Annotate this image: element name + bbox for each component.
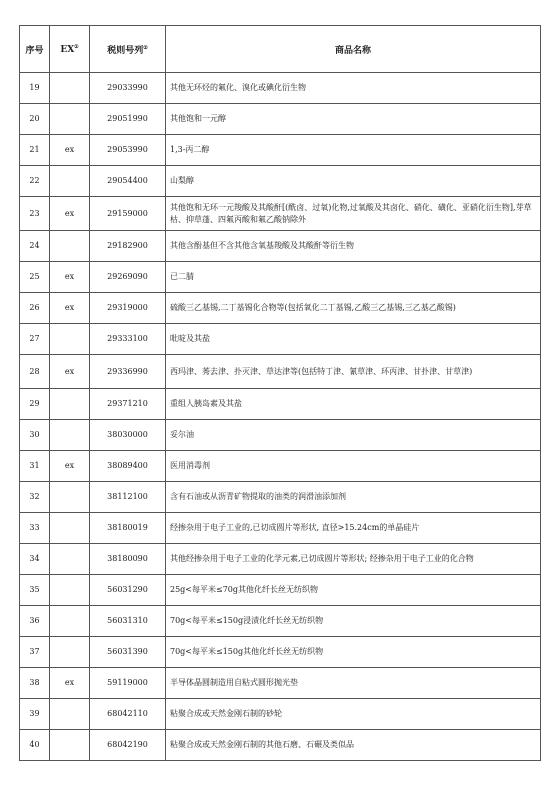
row-serial-number: 21 xyxy=(20,135,50,166)
row-tariff-code: 29159000 xyxy=(90,197,166,231)
table-row xyxy=(20,166,541,197)
row-ex-mark xyxy=(50,544,90,575)
row-product-name: 重组人胰岛素及其盐 xyxy=(166,389,541,420)
row-ex-mark xyxy=(50,699,90,730)
table-row xyxy=(20,262,541,293)
row-tariff-code: 38180019 xyxy=(90,513,166,544)
table-row xyxy=(20,389,541,420)
row-tariff-code: 56031390 xyxy=(90,637,166,668)
row-product-name: 25g<每平米≤70g其他化纤长丝无纺织物 xyxy=(166,575,541,606)
row-product-name: 其他饱和一元醇 xyxy=(166,104,541,135)
row-serial-number: 34 xyxy=(20,544,50,575)
row-tariff-code: 29051990 xyxy=(90,104,166,135)
row-ex-mark xyxy=(50,73,90,104)
row-serial-number: 40 xyxy=(20,730,50,761)
row-tariff-code: 29033990 xyxy=(90,73,166,104)
row-tariff-code: 29053990 xyxy=(90,135,166,166)
header-product-name: 商品名称 xyxy=(166,26,541,73)
row-ex-mark xyxy=(50,231,90,262)
table-row xyxy=(20,324,541,355)
table-row xyxy=(20,197,541,231)
row-product-name: 医用消毒剂 xyxy=(166,451,541,482)
table-row xyxy=(20,420,541,451)
row-product-name: 其他经掺杂用于电子工业的化学元素,已切成圆片等形状; 经掺杂用于电子工业的化合物 xyxy=(166,544,541,575)
row-product-name: 粘聚合成或天然金刚石制的砂轮 xyxy=(166,699,541,730)
row-product-name: 半导体晶圆制造用自粘式圆形抛光垫 xyxy=(166,668,541,699)
row-serial-number: 25 xyxy=(20,262,50,293)
tariff-table-page xyxy=(19,25,540,761)
tariff-table xyxy=(19,25,541,761)
row-ex-mark xyxy=(50,104,90,135)
row-serial-number: 26 xyxy=(20,293,50,324)
row-tariff-code: 68042190 xyxy=(90,730,166,761)
row-tariff-code: 38112100 xyxy=(90,482,166,513)
row-tariff-code: 29371210 xyxy=(90,389,166,420)
row-serial-number: 32 xyxy=(20,482,50,513)
table-row xyxy=(20,293,541,324)
row-product-name: 70g<每平米≤150g其他化纤长丝无纺织物 xyxy=(166,637,541,668)
table-row xyxy=(20,637,541,668)
row-ex-mark: ex xyxy=(50,668,90,699)
table-row xyxy=(20,606,541,637)
table-body xyxy=(20,73,541,761)
row-tariff-code: 29333100 xyxy=(90,324,166,355)
row-serial-number: 29 xyxy=(20,389,50,420)
row-tariff-code: 38180090 xyxy=(90,544,166,575)
table-row xyxy=(20,355,541,389)
row-ex-mark xyxy=(50,389,90,420)
row-product-name: 其他含酚基但不含其他含氧基羧酸及其酸酐等衍生物 xyxy=(166,231,541,262)
row-product-name: 经掺杂用于电子工业的,已切成圆片等形状, 直径>15.24cm的单晶硅片 xyxy=(166,513,541,544)
row-serial-number: 22 xyxy=(20,166,50,197)
row-tariff-code: 29319000 xyxy=(90,293,166,324)
row-product-name: 含有石油或从沥青矿物提取的油类的润滑油添加剂 xyxy=(166,482,541,513)
table-row xyxy=(20,513,541,544)
row-ex-mark: ex xyxy=(50,135,90,166)
row-ex-mark xyxy=(50,324,90,355)
row-tariff-code: 29336990 xyxy=(90,355,166,389)
row-serial-number: 28 xyxy=(20,355,50,389)
table-row xyxy=(20,104,541,135)
row-tariff-code: 38089400 xyxy=(90,451,166,482)
table-row xyxy=(20,451,541,482)
header-ex: EX① xyxy=(50,26,90,73)
table-row xyxy=(20,730,541,761)
row-ex-mark xyxy=(50,482,90,513)
header-tariff-code: 税则号列② xyxy=(90,26,166,73)
row-product-name: 70g<每平米≤150g浸渍化纤长丝无纺织物 xyxy=(166,606,541,637)
table-row xyxy=(20,544,541,575)
row-ex-mark xyxy=(50,575,90,606)
row-ex-mark: ex xyxy=(50,355,90,389)
row-ex-mark: ex xyxy=(50,262,90,293)
table-header-row xyxy=(20,26,541,73)
row-serial-number: 36 xyxy=(20,606,50,637)
row-tariff-code: 68042110 xyxy=(90,699,166,730)
row-serial-number: 38 xyxy=(20,668,50,699)
row-product-name: 西玛津、莠去津、扑灭津、草达津等(包括特丁津、氰草津、环丙津、甘扑津、甘草津) xyxy=(166,355,541,389)
row-ex-mark xyxy=(50,513,90,544)
row-ex-mark xyxy=(50,606,90,637)
row-ex-mark xyxy=(50,166,90,197)
table-row xyxy=(20,482,541,513)
row-product-name: 已二腈 xyxy=(166,262,541,293)
row-product-name: 其他饱和无环一元羧酸及其酸酐[(酰卤、过氧)化物,过氧酸及其卤化、硝化、磺化、亚硝化衍生物],芽草枯、抑草蓬、四氟丙酸和氟乙酸钠除外 xyxy=(166,197,541,231)
row-serial-number: 37 xyxy=(20,637,50,668)
header-serial-number: 序号 xyxy=(20,26,50,73)
row-tariff-code: 59119000 xyxy=(90,668,166,699)
table-row xyxy=(20,135,541,166)
table-row xyxy=(20,668,541,699)
row-serial-number: 24 xyxy=(20,231,50,262)
row-serial-number: 33 xyxy=(20,513,50,544)
row-serial-number: 23 xyxy=(20,197,50,231)
table-row xyxy=(20,73,541,104)
row-product-name: 山梨醇 xyxy=(166,166,541,197)
row-product-name: 粘聚合成或天然金刚石制的其他石磨、石碾及类似品 xyxy=(166,730,541,761)
table-row xyxy=(20,699,541,730)
row-ex-mark xyxy=(50,637,90,668)
row-tariff-code: 38030000 xyxy=(90,420,166,451)
row-product-name: 1,3-丙二醇 xyxy=(166,135,541,166)
row-tariff-code: 56031310 xyxy=(90,606,166,637)
table-row xyxy=(20,231,541,262)
row-serial-number: 20 xyxy=(20,104,50,135)
row-serial-number: 27 xyxy=(20,324,50,355)
row-tariff-code: 29182900 xyxy=(90,231,166,262)
row-serial-number: 30 xyxy=(20,420,50,451)
table-row xyxy=(20,575,541,606)
row-serial-number: 31 xyxy=(20,451,50,482)
row-ex-mark: ex xyxy=(50,197,90,231)
row-ex-mark: ex xyxy=(50,293,90,324)
row-product-name: 吡啶及其盐 xyxy=(166,324,541,355)
row-tariff-code: 29054400 xyxy=(90,166,166,197)
row-tariff-code: 29269090 xyxy=(90,262,166,293)
row-serial-number: 35 xyxy=(20,575,50,606)
row-product-name: 其他无环烃的氟化、溴化或碘化衍生物 xyxy=(166,73,541,104)
row-product-name: 硫酸三乙基锡,二丁基锡化合物等(包括氧化二丁基锡,乙酸三乙基锡,三乙基乙酸锡) xyxy=(166,293,541,324)
row-ex-mark: ex xyxy=(50,451,90,482)
row-tariff-code: 56031290 xyxy=(90,575,166,606)
row-product-name: 妥尔油 xyxy=(166,420,541,451)
row-ex-mark xyxy=(50,420,90,451)
row-serial-number: 39 xyxy=(20,699,50,730)
row-serial-number: 19 xyxy=(20,73,50,104)
row-ex-mark xyxy=(50,730,90,761)
